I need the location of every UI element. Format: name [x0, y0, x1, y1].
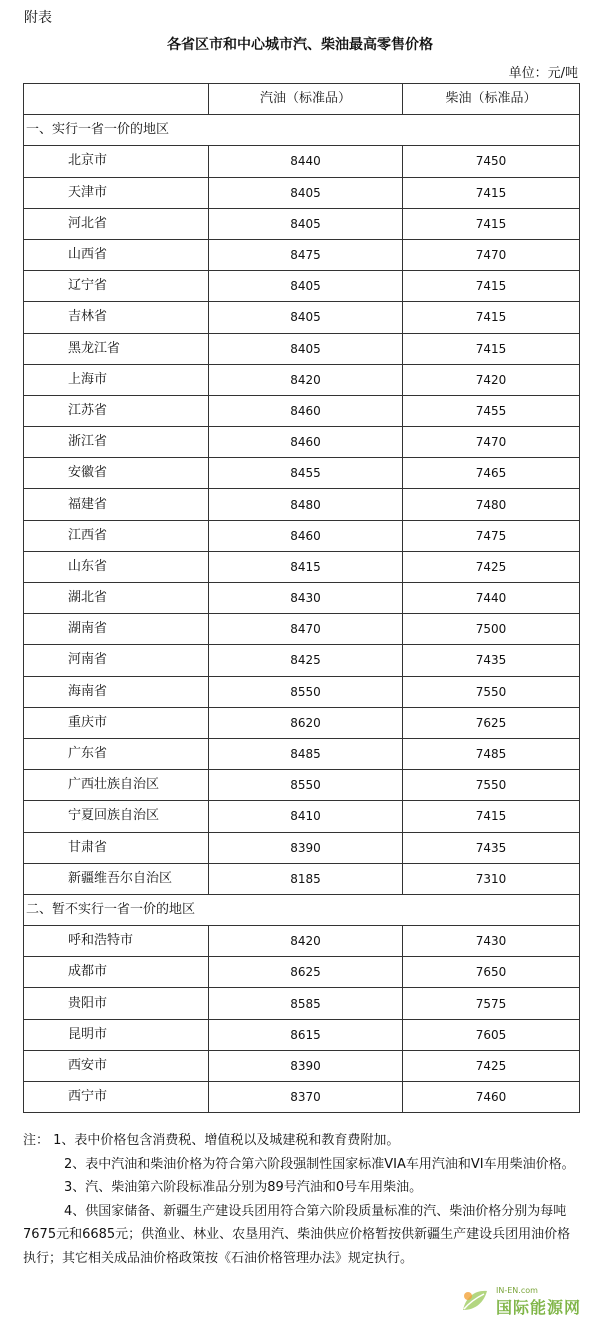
- watermark-logo: [456, 1286, 596, 1316]
- gasoline-price-cell: 8460: [209, 395, 403, 426]
- header-gasoline: 汽油（标准品）: [209, 84, 403, 115]
- gasoline-price-cell: 8430: [209, 583, 403, 614]
- table-row: [24, 707, 580, 738]
- region-name-cell: 甘肃省: [24, 832, 209, 863]
- section-label: 二、暂不实行一省一价的地区: [24, 894, 580, 925]
- table-row: [24, 957, 580, 988]
- gasoline-price-cell: 8625: [209, 957, 403, 988]
- table-row: [24, 208, 580, 239]
- gasoline-price-cell: 8550: [209, 770, 403, 801]
- region-name-cell: 上海市: [24, 364, 209, 395]
- gasoline-price-cell: 8585: [209, 988, 403, 1019]
- table-row: [24, 645, 580, 676]
- gasoline-price-cell: 8405: [209, 177, 403, 208]
- table-row: [24, 520, 580, 551]
- region-name-cell: 江苏省: [24, 395, 209, 426]
- region-name-cell: 河南省: [24, 645, 209, 676]
- gasoline-price-cell: 8455: [209, 458, 403, 489]
- gasoline-price-cell: 8370: [209, 1082, 403, 1113]
- region-name-cell: 呼和浩特市: [24, 926, 209, 957]
- watermark-domain: IN-EN.com: [496, 1286, 538, 1295]
- region-name-cell: 浙江省: [24, 427, 209, 458]
- table-row: [24, 1050, 580, 1081]
- diesel-price-cell: 7500: [403, 614, 580, 645]
- table-row: [24, 364, 580, 395]
- region-name-cell: 天津市: [24, 177, 209, 208]
- note-4: 4、供国家储备、新疆生产建设兵团用符合第六阶段质量标准的汽、柴油价格分别为每吨7675元和6685元；供渔业、林业、农垦用汽、柴油供应价格暂按供新疆生产建设兵团用油价格执行；其它相关成品油价格政策按《石油价格管理办法》规定执行。: [23, 1203, 571, 1266]
- diesel-price-cell: 7550: [403, 770, 580, 801]
- section-label: 一、实行一省一价的地区: [24, 115, 580, 146]
- diesel-price-cell: 7460: [403, 1082, 580, 1113]
- gasoline-price-cell: 8390: [209, 832, 403, 863]
- region-name-cell: 重庆市: [24, 707, 209, 738]
- gasoline-price-cell: 8470: [209, 614, 403, 645]
- gasoline-price-cell: 8550: [209, 676, 403, 707]
- region-name-cell: 安徽省: [24, 458, 209, 489]
- section-row: [24, 894, 580, 925]
- diesel-price-cell: 7605: [403, 1019, 580, 1050]
- note-2: 2、表中汽油和柴油价格为符合第六阶段强制性国家标准VIA车用汽油和VI车用柴油价格。: [64, 1156, 575, 1172]
- diesel-price-cell: 7470: [403, 427, 580, 458]
- note-3: 3、汽、柴油第六阶段标准品分别为89号汽油和0号车用柴油。: [64, 1180, 423, 1195]
- diesel-price-cell: 7425: [403, 1050, 580, 1081]
- table-row: [24, 832, 580, 863]
- diesel-price-cell: 7415: [403, 177, 580, 208]
- region-name-cell: 辽宁省: [24, 271, 209, 302]
- table-row: [24, 239, 580, 270]
- gasoline-price-cell: 8405: [209, 271, 403, 302]
- gasoline-price-cell: 8615: [209, 1019, 403, 1050]
- table-row: [24, 551, 580, 582]
- table-row: [24, 1082, 580, 1113]
- gasoline-price-cell: 8485: [209, 738, 403, 769]
- region-name-cell: 广西壮族自治区: [24, 770, 209, 801]
- region-name-cell: 成都市: [24, 957, 209, 988]
- diesel-price-cell: 7415: [403, 302, 580, 333]
- table-row: [24, 458, 580, 489]
- region-name-cell: 广东省: [24, 738, 209, 769]
- diesel-price-cell: 7450: [403, 146, 580, 177]
- table-row: [24, 271, 580, 302]
- leaf-logo-icon: [460, 1288, 490, 1314]
- diesel-price-cell: 7415: [403, 271, 580, 302]
- section-row: [24, 115, 580, 146]
- diesel-price-cell: 7625: [403, 707, 580, 738]
- table-row: [24, 177, 580, 208]
- gasoline-price-cell: 8415: [209, 551, 403, 582]
- region-name-cell: 新疆维吾尔自治区: [24, 863, 209, 894]
- gasoline-price-cell: 8410: [209, 801, 403, 832]
- diesel-price-cell: 7425: [403, 551, 580, 582]
- region-name-cell: 海南省: [24, 676, 209, 707]
- table-row: [24, 333, 580, 364]
- region-name-cell: 贵阳市: [24, 988, 209, 1019]
- gasoline-price-cell: 8480: [209, 489, 403, 520]
- header-region: [24, 84, 209, 115]
- diesel-price-cell: 7435: [403, 645, 580, 676]
- region-name-cell: 吉林省: [24, 302, 209, 333]
- table-row: [24, 1019, 580, 1050]
- region-name-cell: 福建省: [24, 489, 209, 520]
- diesel-price-cell: 7480: [403, 489, 580, 520]
- diesel-price-cell: 7420: [403, 364, 580, 395]
- gasoline-price-cell: 8425: [209, 645, 403, 676]
- table-row: [24, 738, 580, 769]
- region-name-cell: 西安市: [24, 1050, 209, 1081]
- table-row: [24, 801, 580, 832]
- diesel-price-cell: 7465: [403, 458, 580, 489]
- region-name-cell: 河北省: [24, 208, 209, 239]
- gasoline-price-cell: 8620: [209, 707, 403, 738]
- region-name-cell: 山西省: [24, 239, 209, 270]
- gasoline-price-cell: 8475: [209, 239, 403, 270]
- table-row: [24, 614, 580, 645]
- gasoline-price-cell: 8405: [209, 208, 403, 239]
- price-table-container: [23, 83, 579, 1113]
- price-table: [23, 83, 580, 1113]
- gasoline-price-cell: 8440: [209, 146, 403, 177]
- gasoline-price-cell: 8405: [209, 333, 403, 364]
- table-row: [24, 395, 580, 426]
- diesel-price-cell: 7415: [403, 801, 580, 832]
- diesel-price-cell: 7415: [403, 333, 580, 364]
- diesel-price-cell: 7475: [403, 520, 580, 551]
- gasoline-price-cell: 8185: [209, 863, 403, 894]
- diesel-price-cell: 7550: [403, 676, 580, 707]
- unit-label: 单位：元/吨: [508, 66, 578, 81]
- gasoline-price-cell: 8460: [209, 520, 403, 551]
- region-name-cell: 北京市: [24, 146, 209, 177]
- region-name-cell: 湖北省: [24, 583, 209, 614]
- region-name-cell: 宁夏回族自治区: [24, 801, 209, 832]
- appendix-label: 附表: [24, 10, 52, 26]
- diesel-price-cell: 7415: [403, 208, 580, 239]
- note-1: 注： 1、表中价格包含消费税、增值税以及城建税和教育费附加。: [23, 1133, 400, 1148]
- gasoline-price-cell: 8420: [209, 926, 403, 957]
- region-name-cell: 昆明市: [24, 1019, 209, 1050]
- watermark-text: 国际能源网: [496, 1298, 582, 1317]
- table-row: [24, 770, 580, 801]
- region-name-cell: 西宁市: [24, 1082, 209, 1113]
- diesel-price-cell: 7435: [403, 832, 580, 863]
- diesel-price-cell: 7470: [403, 239, 580, 270]
- gasoline-price-cell: 8390: [209, 1050, 403, 1081]
- header-diesel: 柴油（标准品）: [403, 84, 580, 115]
- diesel-price-cell: 7485: [403, 738, 580, 769]
- document-title: 各省区市和中心城市汽、柴油最高零售价格: [167, 37, 433, 53]
- table-row: [24, 583, 580, 614]
- table-row: [24, 676, 580, 707]
- table-row: [24, 146, 580, 177]
- gasoline-price-cell: 8460: [209, 427, 403, 458]
- diesel-price-cell: 7575: [403, 988, 580, 1019]
- table-header-row: [24, 84, 580, 115]
- table-row: [24, 302, 580, 333]
- diesel-price-cell: 7455: [403, 395, 580, 426]
- gasoline-price-cell: 8420: [209, 364, 403, 395]
- diesel-price-cell: 7310: [403, 863, 580, 894]
- diesel-price-cell: 7440: [403, 583, 580, 614]
- diesel-price-cell: 7650: [403, 957, 580, 988]
- region-name-cell: 山东省: [24, 551, 209, 582]
- diesel-price-cell: 7430: [403, 926, 580, 957]
- table-row: [24, 489, 580, 520]
- notes: [23, 1129, 579, 1270]
- table-row: [24, 863, 580, 894]
- region-name-cell: 黑龙江省: [24, 333, 209, 364]
- table-row: [24, 427, 580, 458]
- table-row: [24, 988, 580, 1019]
- gasoline-price-cell: 8405: [209, 302, 403, 333]
- table-row: [24, 926, 580, 957]
- region-name-cell: 江西省: [24, 520, 209, 551]
- region-name-cell: 湖南省: [24, 614, 209, 645]
